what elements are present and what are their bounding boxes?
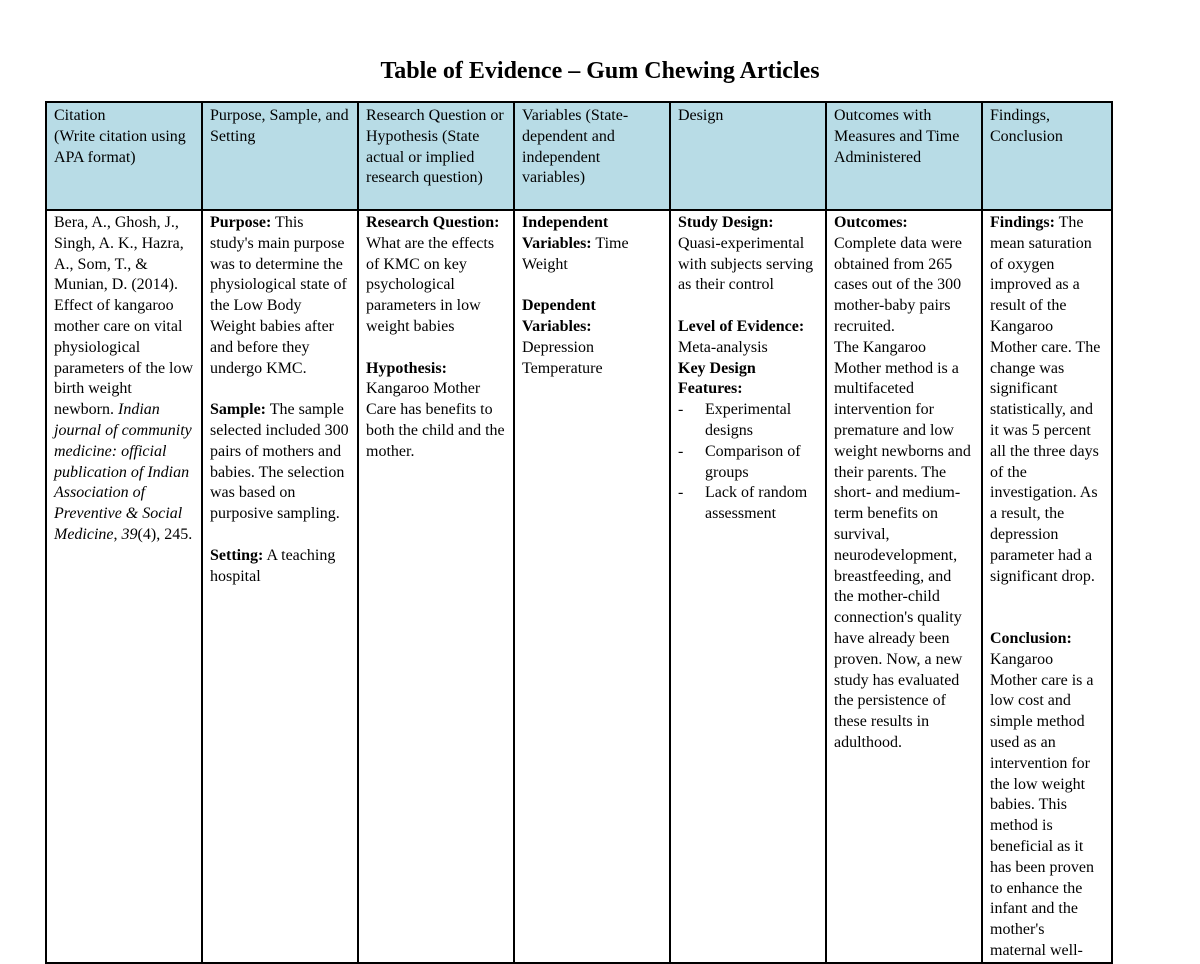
journal-name: Indian journal of community medicine: official publication of Indian Association of Preventive & Social Medicine [54,401,192,543]
cell-citation: Bera, A., Ghosh, J., Singh, A. K., Hazra, A., Som, T., & Munian, D. (2014). Effect of kangaroo mother care on vital physiological parameters of the low birth weight newborn. Indian journal of community medicine: official publication of Indian Association of Preventive & Social Medicine, 39(4), 245. [46,210,202,963]
header-outcomes: Outcomes with Measures and Time Administered [826,102,982,210]
dependent-variables-label: Dependent Variables: [522,297,596,335]
outcomes-text: The Kangaroo Mother method is a multifaceted intervention for premature and low weight newborns and their parents. The short- and medium-term benefits on survival, neurodevelopment, breastfeeding, and the mother-child connection's quality have already been proven. Now, a new study has evaluated the persistence of these results in adulthood. [834,338,971,751]
level-of-evidence-label: Level of Evidence: [678,317,805,335]
table-row [46,210,1112,963]
study-design-text: Quasi-experimental with subjects serving as their control [678,234,814,294]
list-item: - Experimental designs [678,400,818,442]
list-item: - Comparison of groups [678,442,818,484]
header-variables: Variables (State-dependent and independent variables) [514,102,670,210]
design-features-list [678,400,818,525]
cell-research-question [358,210,514,963]
level-of-evidence-text: Meta-analysis [678,338,768,356]
cell-variables [514,210,670,963]
dependent-variable: Temperature [522,359,603,377]
hypothesis-label: Hypothesis: [366,359,447,377]
purpose-label: Purpose: [210,214,272,231]
document-title: Table of Evidence – Gum Chewing Articles [380,58,820,84]
setting-text: A teaching hospital [210,546,336,585]
outcomes-text: Complete data were obtained from 265 cases out of the 300 mother-baby pairs recruited. [834,234,962,335]
dependent-variable: Depression [522,338,594,356]
sample-label: Sample: [210,401,266,419]
evidence-table [45,101,1113,964]
header-purpose-sample-setting: Purpose, Sample, and Setting [202,102,358,210]
cell-purpose-sample-setting [202,210,358,963]
independent-variables-label: Independent Variables: [522,214,609,252]
conclusion-label: Conclusion: [990,629,1072,647]
outcomes-label: Outcomes: [834,214,908,231]
independent-variables-text: Time Weight [522,234,629,273]
research-question-text: What are the effects of KMC on key psychological parameters in low weight babies [366,234,495,335]
cell-design [670,210,826,963]
research-question-label: Research Question: [366,214,500,231]
cell-findings [982,210,1112,963]
conclusion-text: Kangaroo Mother care is a low cost and simple method used as an intervention for the low weight babies. This method is beneficial as it has been proven to enhance the infant and the mother's maternal well- [990,650,1094,959]
table-header-row [46,102,1112,210]
journal-volume: 39 [121,525,138,543]
header-citation: Citation (Write citation using APA format) [46,102,202,210]
header-design: Design [670,102,826,210]
key-design-features-label: Key Design Features: [678,359,756,398]
purpose-text: This study's main purpose was to determine the physiological state of the Low Body Weight babies after and before they undergo KMC. [210,214,347,377]
cell-outcomes [826,210,982,963]
findings-text: The mean saturation of oxygen improved as a result of the Kangaroo Mother care. The change was significant statistically, and it was 5 percent all the three days of the investigation. As a result, the depression parameter had a significant drop. [990,214,1101,585]
setting-label: Setting: [210,546,264,564]
findings-label: Findings: [990,214,1055,231]
sample-text: The sample selected included 300 pairs of mothers and babies. The selection was based on purposive sampling. [210,401,349,523]
study-design-label: Study Design: [678,214,774,231]
header-research-question: Research Question or Hypothesis (State actual or implied research question) [358,102,514,210]
hypothesis-text: Kangaroo Mother Care has benefits to both the child and the mother. [366,380,505,460]
header-findings: Findings, Conclusion [982,102,1112,210]
list-item: - Lack of random assessment [678,483,818,525]
